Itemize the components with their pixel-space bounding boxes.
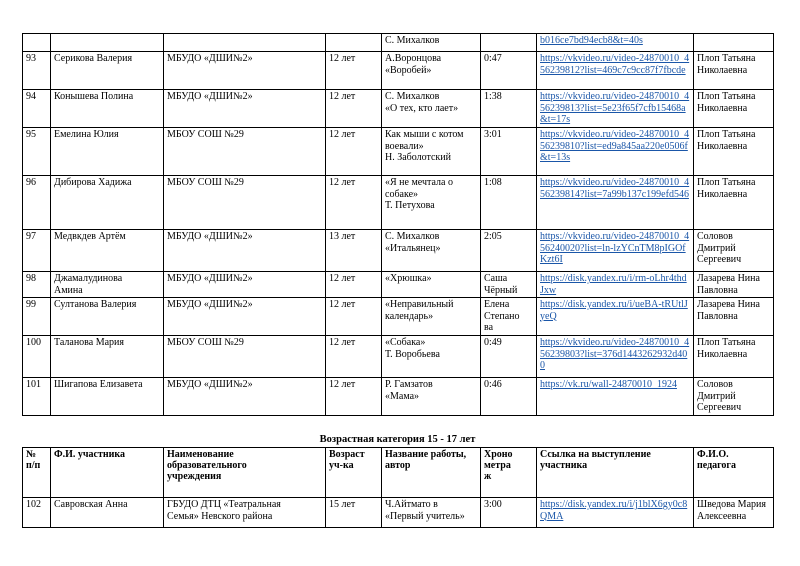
cell-link-container [537,128,694,176]
cell-teacher: Плоп Татьяна Николаевна [694,176,774,230]
cell-teacher: Плоп Татьяна Николаевна [694,128,774,176]
cell-num: 93 [23,52,51,90]
cell-name: Султанова Валерия [51,298,164,336]
table-row [23,34,774,52]
cell-age [326,34,382,52]
header-school: Наименование образовательного учреждения [164,448,326,498]
cell-teacher: Лазарева Нина Павловна [694,272,774,298]
cell-school: МБУДО «ДШИ№2» [164,272,326,298]
cell-teacher: Соловов Дмитрий Сергеевич [694,230,774,272]
cell-duration: 0:49 [481,336,537,378]
cell-duration: 1:38 [481,90,537,128]
cell-teacher: Плоп Татьяна Николаевна [694,336,774,378]
cell-teacher: Шведова Мария Алексеевна [694,498,774,528]
cell-num: 99 [23,298,51,336]
cell-name: Савровская Анна [51,498,164,528]
cell-age: 12 лет [326,336,382,378]
cell-duration: 3:01 [481,128,537,176]
cell-teacher: Плоп Татьяна Николаевна [694,90,774,128]
cell-age: 12 лет [326,272,382,298]
video-link[interactable]: https://disk.yandex.ru/i/ueBA-tRUtlJyeQ [540,299,688,322]
video-link[interactable]: https://vkvideo.ru/video-24870010_456239812?list=469c7c9cc87f7fbcde [540,53,690,76]
cell-school: МБОУ СОШ №29 [164,336,326,378]
cell-work: С. Михалков «Итальянец» [382,230,481,272]
cell-age: 12 лет [326,90,382,128]
cell-name: Шигапова Елизавета [51,378,164,416]
cell-duration [481,34,537,52]
cell-name: Джамалудинова Амина [51,272,164,298]
cell-duration: 0:47 [481,52,537,90]
header-row [23,448,774,498]
cell-school: ГБУДО ДТЦ «Театральная Семья» Невского района [164,498,326,528]
table-row [23,336,774,378]
cell-age: 13 лет [326,230,382,272]
cell-age: 12 лет [326,176,382,230]
cell-link-container [537,272,694,298]
table-row [23,378,774,416]
cell-school: МБУДО «ДШИ№2» [164,230,326,272]
table-row [23,498,774,528]
cell-link-container [537,52,694,90]
table-row [23,272,774,298]
cell-link-container [537,498,694,528]
header-num: № п/п [23,448,51,498]
cell-num: 100 [23,336,51,378]
cell-work: С. Михалков [382,34,481,52]
cell-name: Емелина Юлия [51,128,164,176]
cell-school: МБУДО «ДШИ№2» [164,52,326,90]
table-row [23,230,774,272]
cell-num: 97 [23,230,51,272]
video-link[interactable]: https://vkvideo.ru/video-24870010_456239810?list=ed9a845aa220e0506f&t=13s [540,129,690,163]
cell-duration: 2:05 [481,230,537,272]
cell-name: Медвкдев Артём [51,230,164,272]
category-15-17-table [22,447,774,528]
cell-name: Серикова Валерия [51,52,164,90]
video-link[interactable]: https://vkvideo.ru/video-24870010_456239813?list=5e23f65f7cfb15468a&t=17s [540,91,690,125]
video-link[interactable]: https://disk.yandex.ru/i/j1blX6gy0c8QMA [540,499,688,522]
video-link[interactable]: https://vkvideo.ru/video-24870010_456239803?list=376d1443262932d400 [540,337,690,371]
video-link[interactable]: b016ce7bd94ecb8&t=40s [540,35,643,46]
cell-duration: Елена Степано ва [481,298,537,336]
cell-school: МБОУ СОШ №29 [164,128,326,176]
cell-work: А.Воронцова «Воробей» [382,52,481,90]
cell-work: «Я не мечтала о собаке» Т. Петухова [382,176,481,230]
cell-name: Дибирова Хадижа [51,176,164,230]
header-name: Ф.И. участника [51,448,164,498]
video-link[interactable]: https://vk.ru/wall-24870010_1924 [540,379,677,390]
table-row [23,176,774,230]
header-age: Возраст уч-ка [326,448,382,498]
cell-num: 102 [23,498,51,528]
cell-num: 101 [23,378,51,416]
header-duration: Хроно метра ж [481,448,537,498]
cell-link-container [537,230,694,272]
table-row [23,52,774,90]
video-link[interactable]: https://disk.yandex.ru/i/rm-oLhr4thdJxw [540,273,687,296]
cell-name: Таланова Мария [51,336,164,378]
cell-teacher: Соловов Дмитрий Сергеевич [694,378,774,416]
cell-school: МБУДО «ДШИ№2» [164,298,326,336]
cell-duration: Саша Чёрный [481,272,537,298]
table-row [23,90,774,128]
cell-age: 12 лет [326,298,382,336]
cell-school [164,34,326,52]
video-link[interactable]: https://vkvideo.ru/video-24870010_456240020?list=ln-lzYCnTM8pIGOfKzt6I [540,231,690,265]
cell-age: 12 лет [326,128,382,176]
cell-link-container [537,378,694,416]
cell-name: Конышева Полина [51,90,164,128]
cell-num [23,34,51,52]
cell-school: МБУДО «ДШИ№2» [164,90,326,128]
cell-num: 96 [23,176,51,230]
cell-work: С. Михалков «О тех, кто лает» [382,90,481,128]
cell-num: 95 [23,128,51,176]
cell-link-container [537,298,694,336]
cell-link-container [537,336,694,378]
cell-num: 98 [23,272,51,298]
cell-work: Ч.Айтмато в «Первый учитель» [382,498,481,528]
cell-work: «Собака» Т. Воробьева [382,336,481,378]
cell-name [51,34,164,52]
cell-age: 12 лет [326,52,382,90]
cell-work: «Хрюшка» [382,272,481,298]
video-link[interactable]: https://vkvideo.ru/video-24870010_456239814?list=7a99b137c199efd546 [540,177,690,200]
header-teacher: Ф.И.О. педагога [694,448,774,498]
cell-link-container [537,34,694,52]
cell-teacher [694,34,774,52]
cell-duration: 1:08 [481,176,537,230]
cell-age: 15 лет [326,498,382,528]
cell-work: Как мыши с котом воевали» Н. Заболотский [382,128,481,176]
cell-school: МБУДО «ДШИ№2» [164,378,326,416]
table-row [23,298,774,336]
cell-link-container [537,176,694,230]
header-work: Название работы, автор [382,448,481,498]
cell-work: «Неправильный календарь» [382,298,481,336]
cell-num: 94 [23,90,51,128]
cell-duration: 0:46 [481,378,537,416]
cell-teacher: Лазарева Нина Павловна [694,298,774,336]
age-category-title: Возрастная категория 15 - 17 лет [319,434,476,445]
cell-link-container [537,90,694,128]
cell-duration: 3:00 [481,498,537,528]
cell-work: Р. Гамзатов «Мама» [382,378,481,416]
cell-age: 12 лет [326,378,382,416]
cell-teacher: Плоп Татьяна Николаевна [694,52,774,90]
participants-table [22,33,774,416]
header-link: Ссылка на выступление участника [537,448,694,498]
cell-school: МБОУ СОШ №29 [164,176,326,230]
table-row [23,128,774,176]
